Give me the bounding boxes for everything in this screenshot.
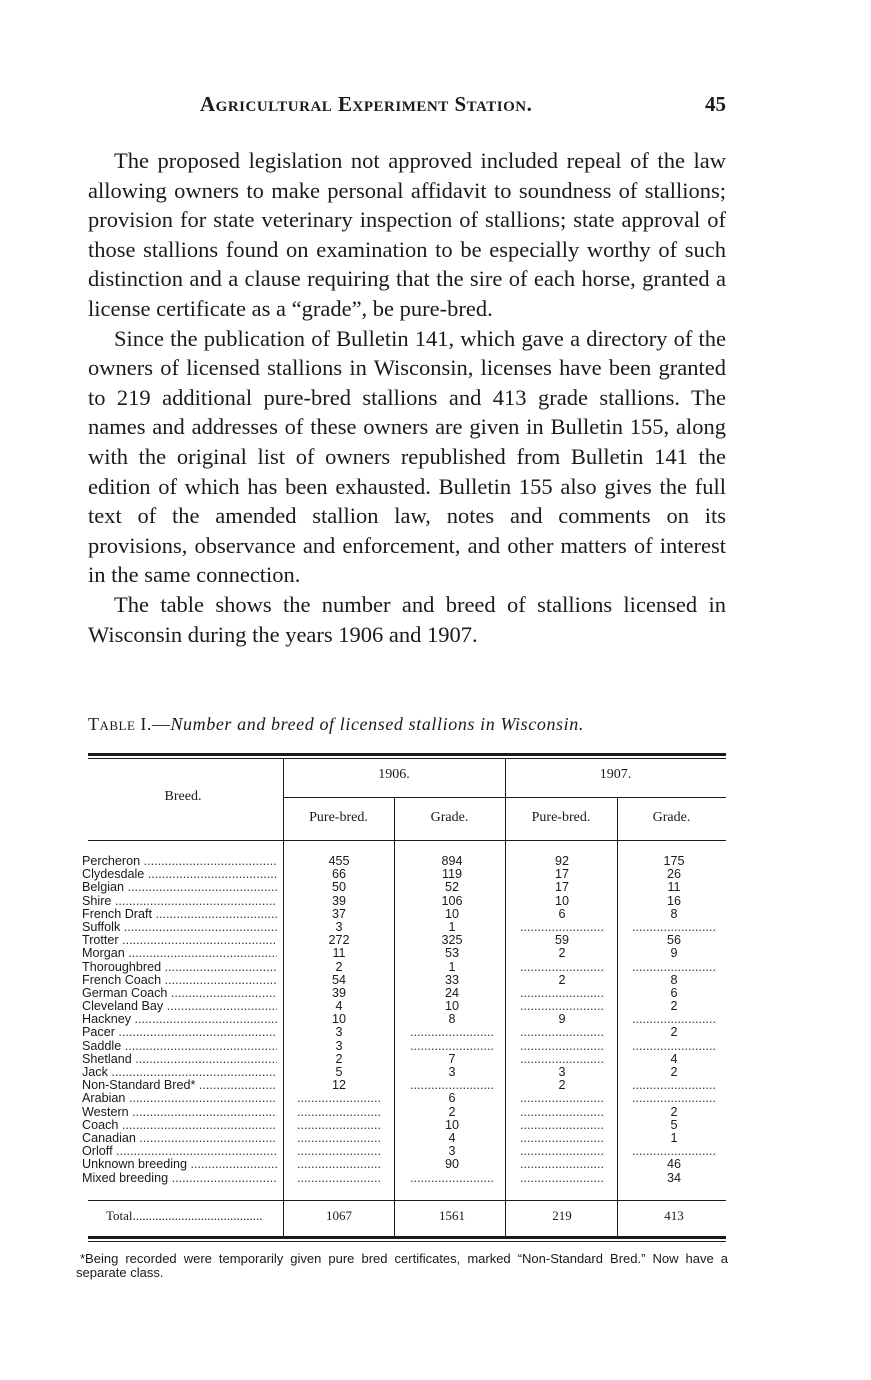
cell-pure-1906: 39 <box>331 985 346 1000</box>
total-grade-1906: 1561 <box>439 1208 465 1223</box>
cell-grade-1907: 9 <box>670 946 678 961</box>
table-row <box>82 1145 728 1158</box>
breed-name: Belgian ..... <box>82 881 277 894</box>
cell-grade-1907: 8 <box>670 906 678 921</box>
cell-grade-1907: 16 <box>666 893 681 908</box>
cell-grade-1906: 3 <box>448 1144 456 1159</box>
cell-grade-1906: 894 <box>441 854 463 868</box>
cell-pure-1907: 6 <box>558 906 566 921</box>
cell-pure-1906 <box>287 1106 391 1119</box>
cell-pure-1906 <box>287 1092 391 1105</box>
cell-pure-1906: 455 <box>328 854 350 868</box>
breed-name: Pacer ..... <box>82 1026 277 1039</box>
cell-pure-1907: 2 <box>558 946 566 961</box>
year-1907-header: 1907. <box>599 767 632 782</box>
cell-pure-1907 <box>510 1106 614 1119</box>
cell-pure-1906: 10 <box>331 1012 346 1027</box>
pure-bred-1907-header: Pure-bred. <box>531 810 591 825</box>
cell-grade-1906: 106 <box>441 893 463 908</box>
cell-pure-1906 <box>287 1172 391 1185</box>
cell-pure-1907 <box>510 1092 614 1105</box>
cell-pure-1906: 37 <box>331 906 346 921</box>
cell-grade-1906: 52 <box>444 880 459 895</box>
year-1906-header: 1906. <box>378 767 410 782</box>
cell-grade-1906: 24 <box>444 985 459 1000</box>
table-footnote: *Being recorded were temporarily given pure bred certificates, marked “Non-Standard Bred.” Now have a separate class. <box>76 1251 728 1280</box>
table-row <box>82 947 728 960</box>
pure-bred-1906-header: Pure-bred. <box>309 810 368 825</box>
breed-name: Shetland ..... <box>82 1053 277 1066</box>
grade-1906-header: Grade. <box>430 810 469 825</box>
cell-grade-1907: 2 <box>670 1104 678 1119</box>
breed-name: Morgan ..... <box>82 947 277 960</box>
cell-pure-1907: 59 <box>554 933 569 948</box>
cell-grade-1906: 10 <box>444 999 459 1014</box>
breed-name: Saddle ..... <box>82 1040 277 1053</box>
breed-name: Mixed breeding ..... <box>82 1172 277 1185</box>
cell-pure-1906: 2 <box>335 1051 343 1066</box>
cell-grade-1906: 3 <box>448 1065 456 1079</box>
cell-grade-1906 <box>400 1172 504 1185</box>
table-row <box>82 1092 728 1105</box>
breed-name: Thoroughbred ..... <box>82 961 277 974</box>
cell-grade-1907: 5 <box>670 1117 678 1132</box>
cell-pure-1906: 2 <box>335 959 343 974</box>
cell-pure-1906: 272 <box>328 933 350 948</box>
cell-grade-1906: 325 <box>441 933 463 948</box>
cell-grade-1907: 56 <box>666 933 681 948</box>
breed-name: Cleveland Bay ..... <box>82 1000 277 1013</box>
table-row <box>82 1119 728 1132</box>
cell-pure-1906: 50 <box>331 880 346 895</box>
cell-pure-1906 <box>287 1119 391 1132</box>
cell-pure-1907: 2 <box>558 1078 566 1093</box>
cell-grade-1906: 33 <box>444 972 459 987</box>
table-top-rule-thin <box>88 758 726 759</box>
cell-pure-1907 <box>510 1158 614 1171</box>
cell-grade-1907 <box>622 1092 726 1105</box>
table-row <box>82 908 728 921</box>
breed-name: Arabian ..... <box>82 1092 277 1105</box>
cell-grade-1907: 1 <box>670 1130 678 1145</box>
cell-pure-1906: 5 <box>335 1065 343 1079</box>
table-caption <box>88 714 728 735</box>
table-row <box>82 868 728 881</box>
cell-grade-1907: 11 <box>667 880 681 895</box>
table-row <box>82 974 728 987</box>
table-row <box>82 1013 728 1026</box>
paragraph: The table shows the number and breed of stallions licensed in Wisconsin during the years 1906 and 1907. <box>88 591 726 647</box>
total-label: Total ..... <box>106 1208 276 1224</box>
breed-name: Orloff ..... <box>82 1145 277 1158</box>
table-row <box>82 855 728 868</box>
breed-name: Shire ..... <box>82 895 277 908</box>
breed-name: Percheron ..... <box>82 855 277 868</box>
cell-pure-1906: 3 <box>335 1038 343 1053</box>
running-header <box>88 92 726 122</box>
cell-grade-1906: 53 <box>444 946 459 961</box>
cell-grade-1907: 8 <box>670 972 678 987</box>
cell-pure-1906: 66 <box>331 867 346 882</box>
breed-name: Western ..... <box>82 1106 277 1119</box>
cell-grade-1906: 119 <box>441 867 463 882</box>
cell-pure-1907: 9 <box>558 1012 566 1027</box>
table-row <box>82 1026 728 1039</box>
table-caption-label: Table I.— <box>88 714 171 734</box>
cell-grade-1906: 7 <box>448 1051 456 1066</box>
cell-pure-1907: 92 <box>554 854 569 868</box>
grade-1907-header: Grade. <box>652 810 691 825</box>
cell-pure-1907 <box>510 961 614 974</box>
cell-grade-1907 <box>622 961 726 974</box>
table-row <box>82 921 728 934</box>
breed-name: Unknown breeding ..... <box>82 1158 277 1171</box>
total-pure-1907: 219 <box>552 1208 572 1223</box>
breed-name: French Draft ..... <box>82 908 277 921</box>
breed-name: Non-Standard Bred* ..... <box>82 1079 277 1092</box>
cell-grade-1907: 26 <box>666 867 681 882</box>
cell-pure-1907: 10 <box>554 893 569 908</box>
cell-pure-1906: 3 <box>335 919 343 934</box>
cell-grade-1906: 4 <box>448 1130 456 1145</box>
cell-grade-1907 <box>622 1040 726 1053</box>
breed-column-header: Breed. <box>164 789 202 804</box>
cell-grade-1906: 1 <box>448 959 456 974</box>
cell-pure-1906: 4 <box>335 999 343 1014</box>
cell-grade-1907: 175 <box>663 854 685 868</box>
breed-name: Trotter ..... <box>82 934 277 947</box>
cell-grade-1907: 46 <box>666 1157 681 1172</box>
page-number: 45 <box>705 92 726 116</box>
cell-pure-1907: 3 <box>558 1065 566 1079</box>
table-row <box>82 961 728 974</box>
cell-pure-1906 <box>287 1158 391 1171</box>
cell-grade-1906: 10 <box>444 906 459 921</box>
cell-grade-1907: 4 <box>670 1051 678 1066</box>
breed-name: French Coach ..... <box>82 974 277 987</box>
cell-pure-1907: 17 <box>554 867 569 882</box>
cell-grade-1906 <box>400 1026 504 1039</box>
table-row <box>82 1053 728 1066</box>
table-row <box>82 1172 728 1185</box>
table-bottom-rule <box>88 1236 726 1239</box>
cell-grade-1907: 2 <box>670 999 678 1014</box>
header-bottom-rule <box>88 840 726 841</box>
table-row <box>82 1158 728 1171</box>
breed-name: Coach ..... <box>82 1119 277 1132</box>
breed-name: German Coach ..... <box>82 987 277 1000</box>
cell-grade-1906: 2 <box>448 1104 456 1119</box>
cell-grade-1907: 2 <box>670 1065 678 1079</box>
total-grade-1907: 413 <box>664 1208 684 1223</box>
total-top-rule <box>88 1200 726 1201</box>
table-row <box>82 934 728 947</box>
table-bottom-rule-thin <box>88 1241 726 1242</box>
breed-name: Hackney ..... <box>82 1013 277 1026</box>
cell-pure-1907 <box>510 1119 614 1132</box>
paragraph: The proposed legislation not approved included repeal of the law allowing owners to make personal affidavit to soundness of stallions; provision for state veterinary inspection of stallions; state approval of those stallions found on examination to be especially worthy of such distinction and a clause requiring that the sire of each horse, granted a license certificate as a “grade”, be pure-bred. <box>88 148 726 321</box>
cell-grade-1906: 1 <box>448 919 456 934</box>
cell-pure-1906: 11 <box>332 946 346 961</box>
table-caption-title: Number and breed of licensed stallions in Wisconsin. <box>170 714 584 734</box>
cell-pure-1907 <box>510 1040 614 1053</box>
cell-pure-1906: 54 <box>331 972 346 987</box>
table-body <box>82 855 728 1185</box>
breed-name: Suffolk ..... <box>82 921 277 934</box>
body-text <box>88 146 726 649</box>
cell-pure-1907: 2 <box>558 972 566 987</box>
cell-pure-1907: 17 <box>554 880 569 895</box>
breed-name: Clydesdale ..... <box>82 868 277 881</box>
table-row <box>82 881 728 894</box>
table-row <box>82 1106 728 1119</box>
table-row <box>82 987 728 1000</box>
cell-grade-1906: 8 <box>448 1012 456 1027</box>
cell-pure-1906: 39 <box>331 893 346 908</box>
table-row <box>82 895 728 908</box>
table-top-rule <box>88 753 726 756</box>
cell-pure-1906: 12 <box>331 1078 346 1093</box>
cell-grade-1907: 34 <box>666 1170 681 1185</box>
cell-grade-1906: 90 <box>444 1157 459 1172</box>
table-row <box>82 1040 728 1053</box>
cell-grade-1907: 6 <box>670 985 678 1000</box>
running-title: Agricultural Experiment Station. <box>200 92 533 116</box>
cell-pure-1907 <box>510 1026 614 1039</box>
paragraph: Since the publication of Bulletin 141, which gave a directory of the owners of licensed stallions in Wisconsin, licenses have been granted to 219 additional pure-bred stallions and 413 grade stallions. The names and addresses of these owners are given in Bulletin 155, along with the original list of owners republished from Bulletin 141 the edition of which has been exhausted. Bulletin 155 also gives the full text of the amended stallion law, notes and comments on its provisions, observance and enforcement, and other matters of interest in the same connection. <box>88 325 726 588</box>
cell-pure-1906: 3 <box>335 1025 343 1040</box>
cell-grade-1906 <box>400 1040 504 1053</box>
cell-pure-1907 <box>510 1172 614 1185</box>
cell-grade-1906: 6 <box>448 1091 456 1106</box>
cell-grade-1907: 2 <box>670 1025 678 1040</box>
total-pure-1906: 1067 <box>326 1208 352 1223</box>
cell-grade-1906: 10 <box>444 1117 459 1132</box>
breed-name: Jack ..... <box>82 1066 277 1079</box>
breed-name: Canadian ..... <box>82 1132 277 1145</box>
